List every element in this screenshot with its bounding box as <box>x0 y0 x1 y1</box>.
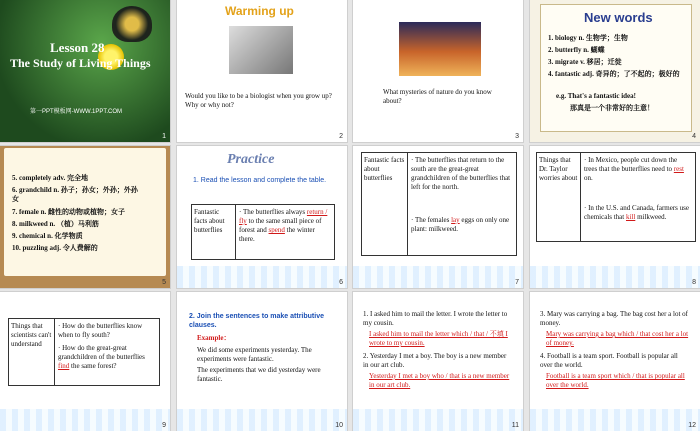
table-divider <box>580 152 581 242</box>
slide-number: 12 <box>688 422 696 429</box>
word-item: 6. grandchild n. 孙子；孙女；外孙；外孙女 <box>12 186 138 203</box>
word-item: 4. fantastic adj. 奇异的；了不起的；极好的 <box>548 70 680 78</box>
answer-blank: find <box>58 362 70 370</box>
table-divider <box>54 318 55 386</box>
scientist-photo <box>229 26 293 74</box>
question-3: 3. Mary was carrying a bag. The bag cost her a lot of money. <box>540 310 688 327</box>
table-right-cell: · The females lay eggs on only one plant: milkweed. <box>411 216 510 233</box>
slide-9[interactable] <box>0 292 170 431</box>
example-translation: 那真是一个非常好的主意！ <box>570 104 654 112</box>
slide-10-instruction: 2. Join the sentences to make attributive clauses. <box>189 313 324 329</box>
slide-number: 7 <box>515 279 519 286</box>
slide-3-text: What mysteries of nature do you know about? <box>383 88 492 105</box>
answer-2: Yesterday I met a boy who / that is a new member in our art club. <box>369 372 510 389</box>
slide-number: 1 <box>162 133 166 140</box>
slide-1[interactable] <box>0 0 170 142</box>
question-1: 1. I asked him to mail the letter. I wrote the letter to my cousin. <box>363 310 508 327</box>
explosion-photo <box>399 22 481 76</box>
slide-number: 2 <box>339 133 343 140</box>
word-item: 10. puzzling adj. 令人费解的 <box>12 244 98 252</box>
word-item: 1. biology n. 生物学；生物 <box>548 34 628 42</box>
answer-blank: return / fly <box>239 208 328 225</box>
word-item: 8. milkweed n. （植）马利筋 <box>12 220 99 228</box>
slide-1-footer: 第一PPT模板网-WWW.1PPT.COM <box>30 109 122 115</box>
slide-6-title: Practice <box>227 152 275 167</box>
slide-number: 6 <box>339 279 343 286</box>
table-left-cell: Fantastic facts about butterflies <box>364 156 405 182</box>
slide-1-subtitle: The Study of Living Things <box>10 56 151 70</box>
table-right-cell: · How do the great-great grandchildren of the butterflies find the same forest? <box>58 344 145 370</box>
slide-number: 10 <box>335 422 343 429</box>
slide-6-instruction: 1. Read the lesson and complete the table. <box>193 177 327 184</box>
snow-decoration <box>530 266 700 288</box>
word-item: 9. chemical n. 化学物质 <box>12 232 83 240</box>
slide-2[interactable] <box>177 0 347 142</box>
snow-decoration <box>177 266 347 288</box>
slide-1-title: Lesson 28 <box>50 40 105 55</box>
slide-number: 11 <box>511 422 519 429</box>
answer-4: Football is a team sport which / that is popular all over the world. <box>546 372 685 389</box>
table-divider <box>407 152 408 256</box>
answer-blank: rest <box>673 165 684 173</box>
snow-decoration <box>177 409 347 431</box>
table-right-cell: · How do the butterflies know when to fly south? <box>58 322 143 339</box>
answer-blank: lay <box>451 216 460 224</box>
example-sentence: We did some experiments yesterday. The experiments were fantastic. <box>197 346 312 363</box>
table-right-cell: · The butterflies always return / fly to the same small piece of forest and spend the winter there. <box>239 208 328 243</box>
slide-11[interactable] <box>353 292 523 431</box>
slide-4[interactable] <box>530 0 700 142</box>
slide-number: 3 <box>515 133 519 140</box>
table-left-cell: Things that Dr. Taylor worries about <box>539 156 578 182</box>
slide-5[interactable] <box>0 146 170 288</box>
slide-10[interactable] <box>177 292 347 431</box>
word-item: 3. migrate v. 移居；迁徙 <box>548 58 622 66</box>
question-2: 2. Yesterday I met a boy. The boy is a new member in our art club. <box>363 352 507 369</box>
snow-decoration <box>0 409 170 431</box>
table-left-cell: Fantastic facts about butterflies <box>194 208 225 234</box>
slide-8[interactable] <box>530 146 700 288</box>
slide-12[interactable] <box>530 292 700 431</box>
slide-number: 9 <box>162 422 166 429</box>
snow-decoration <box>530 409 700 431</box>
answer-blank: kill <box>625 213 636 221</box>
word-item: 5. completely adv. 完全地 <box>12 174 89 182</box>
slide-6[interactable] <box>177 146 347 288</box>
slide-2-text: Would you like to be a biologist when you grow up? Why or why not? <box>185 92 332 109</box>
slide-3[interactable] <box>353 0 523 142</box>
slide-number: 5 <box>162 279 166 286</box>
slide-7[interactable] <box>353 146 523 288</box>
question-4: 4. Football is a team sport. Football is popular all over the world. <box>540 352 678 369</box>
word-item: 2. butterfly n. 蝴蝶 <box>548 46 605 54</box>
answer-blank: spend <box>268 226 285 234</box>
slide-number: 4 <box>692 133 696 140</box>
example-label: Example： <box>197 334 231 342</box>
slide-4-title: New words <box>584 10 653 25</box>
table-right-cell: · In Mexico, people cut down the trees that the butterflies need to rest on. <box>584 156 684 182</box>
slide-number: 8 <box>692 279 696 286</box>
butterfly-icon <box>112 6 152 42</box>
table-divider <box>235 204 236 260</box>
table-right-cell: · The butterflies that return to the south are the great-great grandchildren of the butterflies that left for the north. <box>411 156 511 191</box>
table-right-cell: · In the U.S. and Canada, farmers use chemicals that kill milkweed. <box>584 204 689 221</box>
answer-1: I asked him to mail the letter which / that / 不填 I wrote to my cousin. <box>369 330 508 347</box>
table-left-cell: Things that scientists can't understand <box>11 322 52 348</box>
example-sentence: e.g. That's a fantastic idea! <box>556 92 636 100</box>
example-answer: The experiments that we did yesterday were fantastic. <box>197 366 321 383</box>
snow-decoration <box>353 409 523 431</box>
slide-2-title: Warming up <box>225 4 294 18</box>
answer-3: Mary was carrying a bag which / that cost her a lot of money. <box>546 330 689 347</box>
word-item: 7. female n. 雌性的动物或植物；女子 <box>12 208 125 216</box>
snow-decoration <box>353 266 523 288</box>
